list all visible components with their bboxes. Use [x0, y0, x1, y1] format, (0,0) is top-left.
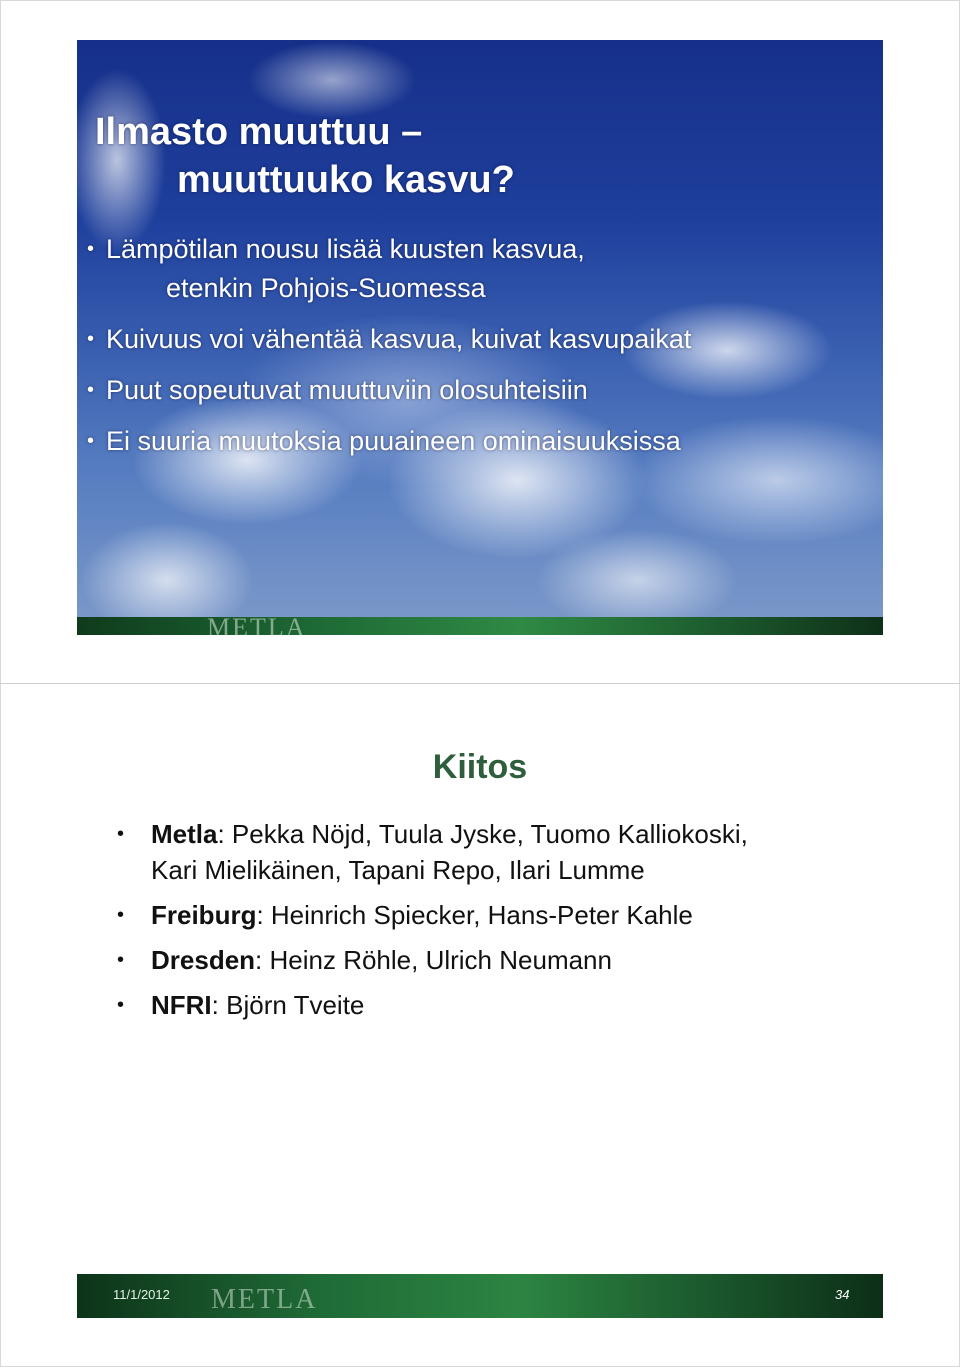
acknowledgement-item [117, 987, 857, 1023]
acknowledgement-item [117, 816, 857, 888]
slide-1-footer-strip [77, 617, 883, 635]
metla-logo: METLA [207, 613, 307, 635]
acknowledgement-item [117, 942, 857, 978]
slide-2 [77, 710, 883, 1318]
bullet-item [87, 422, 877, 461]
bullet-text: Kuivuus voi vähentää kasvua, kuivat kasvupaikat [106, 324, 692, 354]
bullet-item [87, 371, 877, 410]
bullet-icon: • [87, 328, 95, 350]
bullet-text: Puut sopeutuvat muuttuviin olosuhteisiin [106, 375, 588, 405]
acknowledgements-list [117, 816, 857, 1032]
people-names-continued: Kari Mielikäinen, Tapani Repo, Ilari Lumme [151, 855, 645, 885]
organization-name: Metla [151, 819, 218, 849]
bullet-icon: • [117, 904, 125, 926]
organization-name: NFRI [151, 990, 212, 1020]
bullet-icon: • [117, 823, 125, 845]
page-divider [0, 683, 960, 684]
organization-name: Dresden [151, 945, 256, 975]
bullet-text: Lämpötilan nousu lisää kuusten kasvua, [106, 234, 585, 264]
footer-date: 11/1/2012 [113, 1287, 170, 1302]
slide-1-title [95, 108, 515, 204]
bullet-text-continued: etenkin Pohjois-Suomessa [166, 273, 486, 303]
bullet-icon: • [87, 430, 95, 452]
organization-name: Freiburg [151, 900, 257, 930]
people-names: : Heinz Röhle, Ulrich Neumann [255, 945, 612, 975]
slide-2-title: Kiitos [432, 748, 528, 786]
slide-2-footer-strip [77, 1274, 883, 1318]
slide-1 [77, 40, 883, 635]
page-number: 34 [835, 1287, 850, 1302]
metla-logo: METLA [211, 1284, 318, 1315]
people-names: : Björn Tveite [211, 990, 365, 1020]
acknowledgement-item [117, 897, 857, 933]
people-names: : Pekka Nöjd, Tuula Jyske, Tuomo Kalliokoski, [217, 819, 748, 849]
bullet-icon: • [117, 949, 125, 971]
bullet-icon: • [87, 379, 95, 401]
bullet-icon: • [87, 238, 95, 260]
title-line-1: Ilmasto muuttuu – [95, 111, 423, 153]
bullet-item [87, 320, 877, 359]
title-line-2: muuttuuko kasvu? [177, 159, 515, 201]
slide-1-bullet-list [87, 230, 877, 473]
people-names: : Heinrich Spiecker, Hans-Peter Kahle [256, 900, 693, 930]
bullet-icon: • [117, 994, 125, 1016]
bullet-text: Ei suuria muutoksia puuaineen ominaisuuksissa [106, 426, 681, 456]
bullet-item [87, 230, 877, 308]
